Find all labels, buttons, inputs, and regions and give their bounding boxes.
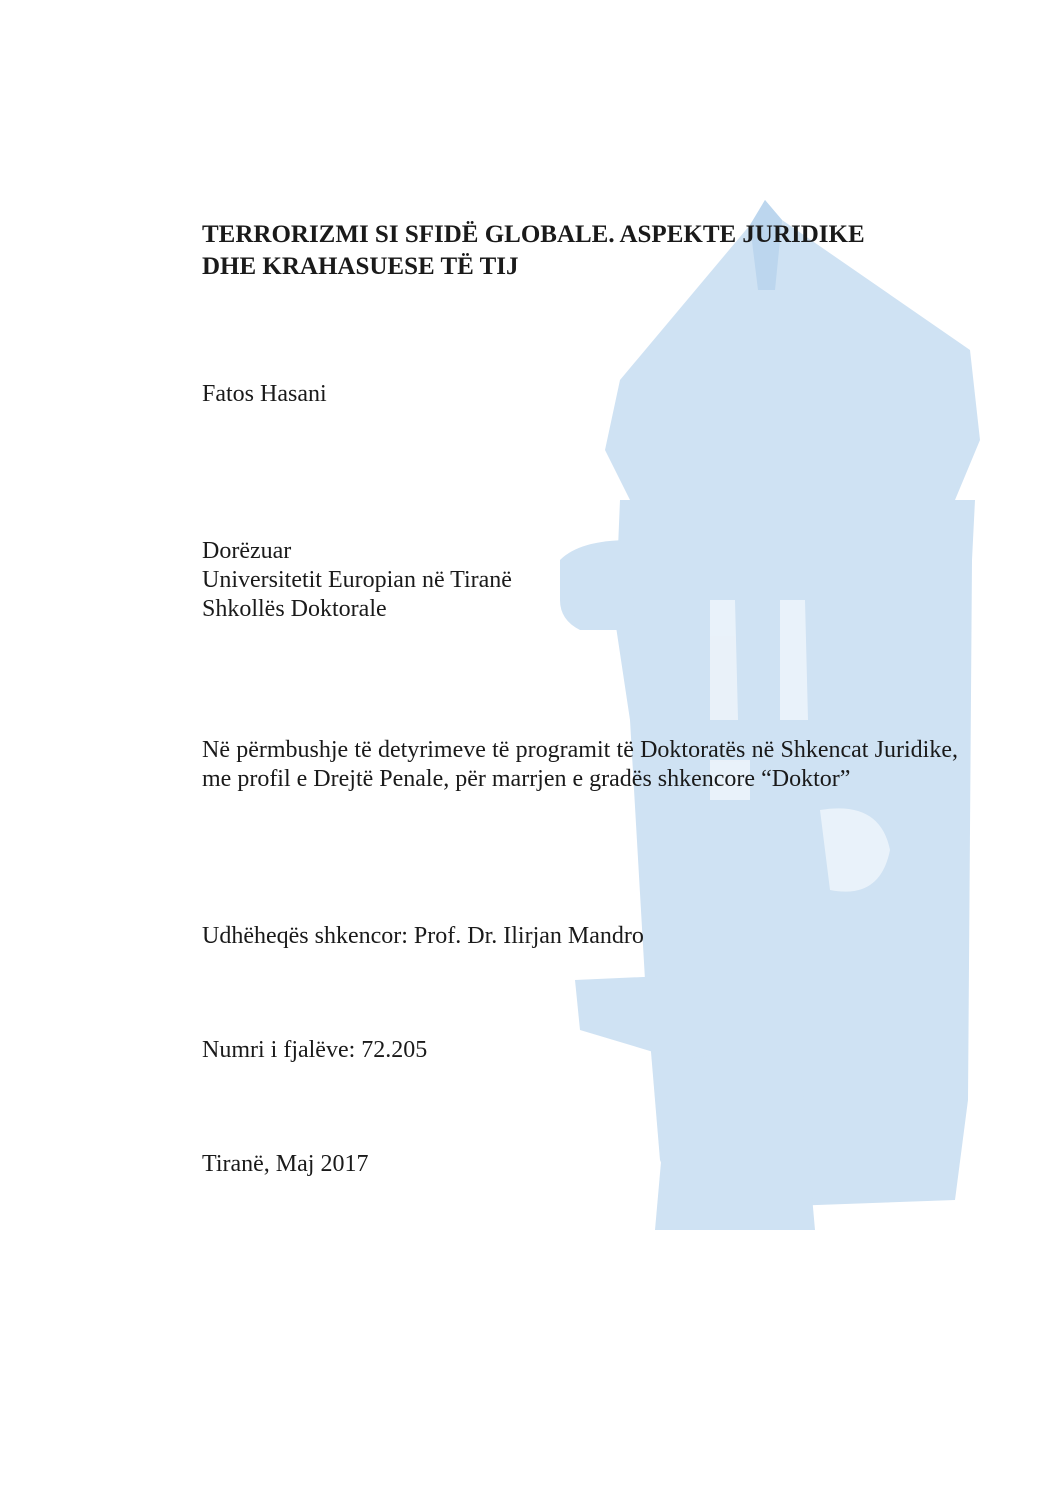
place-date-line: Tiranë, Maj 2017 bbox=[202, 1151, 369, 1177]
submitted-label: Dorëzuar bbox=[202, 538, 292, 564]
fulfillment-statement: Në përmbushje të detyrimeve të programit të Doktoratës në Shkencat Juridike, me profil e Drejtë Penale, për marrjen e gradës shkencore “Doktor” bbox=[202, 737, 958, 792]
submission-block bbox=[202, 537, 512, 624]
thesis-title-line-1: TERRORIZMI SI SFIDË GLOBALE. ASPEKTE JURIDIKE bbox=[202, 221, 865, 248]
thesis-title-line-2: DHE KRAHASUESE TË TIJ bbox=[202, 253, 519, 280]
word-count-line: Numri i fjalëve: 72.205 bbox=[202, 1037, 428, 1063]
supervisor-line: Udhëheqës shkencor: Prof. Dr. Ilirjan Mandro bbox=[202, 923, 644, 949]
thesis-title bbox=[202, 219, 958, 283]
doctoral-school-name: Shkollës Doktorale bbox=[202, 596, 387, 622]
university-name: Universitetit Europian në Tiranë bbox=[202, 567, 512, 593]
university-logo-watermark-icon bbox=[560, 200, 990, 1230]
author-name: Fatos Hasani bbox=[202, 381, 327, 407]
